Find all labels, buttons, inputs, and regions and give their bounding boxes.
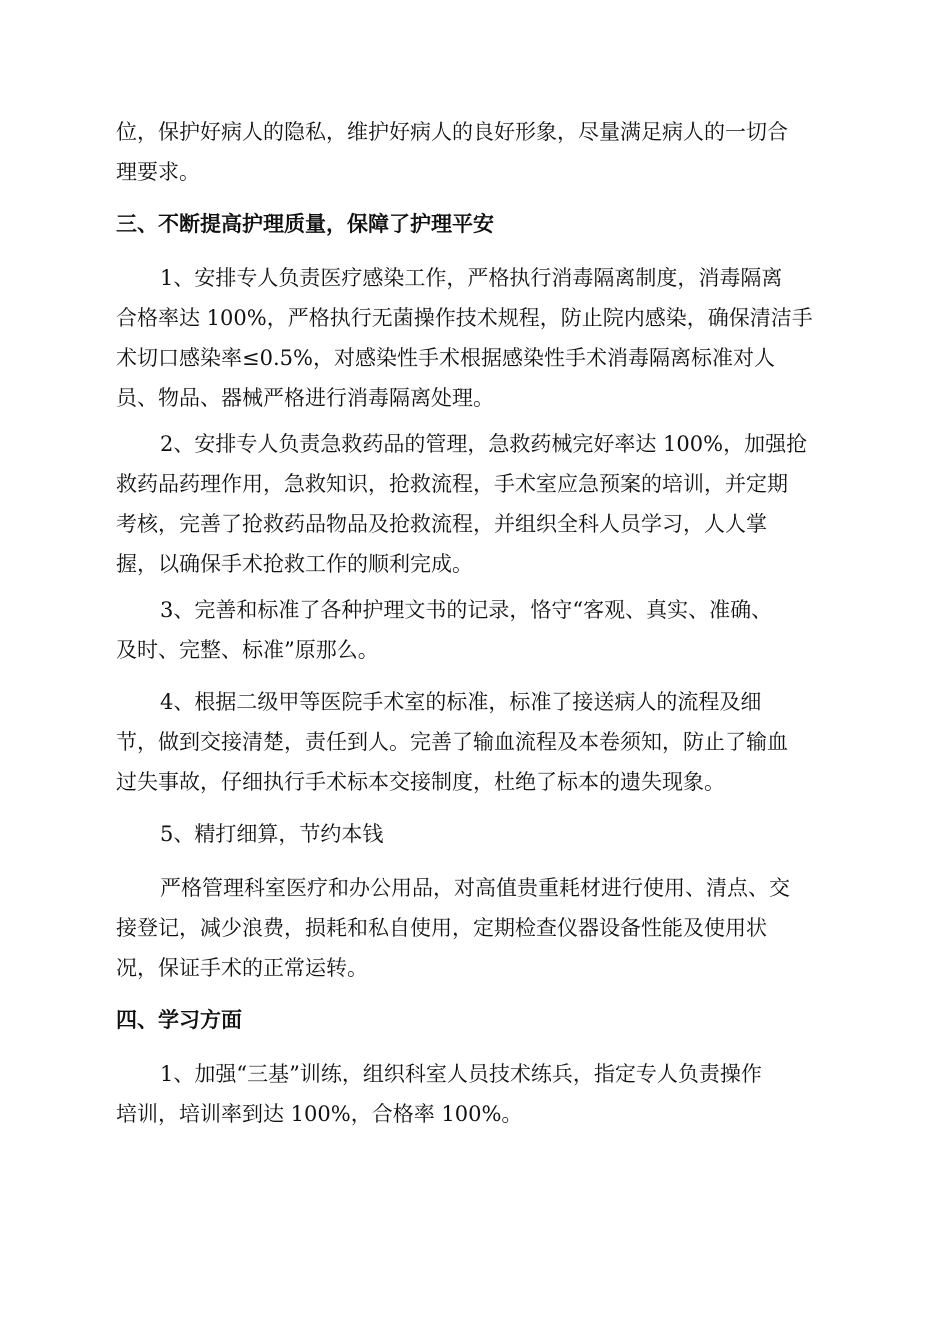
text-line: 况，保证手术的正常运转。 xyxy=(116,956,368,980)
text-line: 过失事故，仔细执行手术标本交接制度，杜绝了标本的遗失现象。 xyxy=(116,770,725,794)
text-line: 位，保护好病人的隐私，维护好病人的良好形象，尽量满足病人的一切合 xyxy=(116,120,788,144)
text-line: 培训，培训率到达 100%，合格率 100%。 xyxy=(116,1102,523,1126)
section-heading-4: 四、学习方面 xyxy=(116,1008,242,1032)
text-line: 1、安排专人负责医疗感染工作，严格执行消毒隔离制度，消毒隔离 xyxy=(160,266,783,290)
text-line: 合格率达 100%，严格执行无菌操作技术规程，防止院内感染，确保清洁手 xyxy=(116,306,813,330)
text-line: 严格管理科室医疗和办公用品，对高值贵重耗材进行使用、清点、交 xyxy=(160,876,790,900)
paragraph-item-1 xyxy=(116,258,836,418)
text-line: 握，以确保手术抢救工作的顺利完成。 xyxy=(116,552,473,576)
text-line: 理要求。 xyxy=(116,160,200,184)
text-line: 1、加强“三基”训练，组织科室人员技术练兵，指定专人负责操作 xyxy=(160,1062,762,1086)
text-line: 术切口感染率≤0.5%，对感染性手术根据感染性手术消毒隔离标准对人 xyxy=(116,346,775,370)
text-line: 考核，完善了抢救药品物品及抢救流程，并组织全科人员学习，人人掌 xyxy=(116,512,767,536)
text-line: 及时、完整、标准”原那么。 xyxy=(116,638,379,662)
paragraph-item-5 xyxy=(116,814,836,854)
text-line: 5、精打细算，节约本钱 xyxy=(160,822,384,846)
text-line: 接登记，减少浪费，损耗和私自使用，定期检查仪器设备性能及使用状 xyxy=(116,916,767,940)
paragraph-item-3 xyxy=(116,590,836,670)
paragraph-supplies xyxy=(116,868,836,988)
paragraph-privacy xyxy=(116,112,836,192)
paragraph-item-2 xyxy=(116,424,836,584)
text-line: 2、安排专人负责急救药品的管理，急救药械完好率达 100%，加强抢 xyxy=(160,432,808,456)
paragraph-item-4 xyxy=(116,682,836,802)
text-line: 4、根据二级甲等医院手术室的标准，标准了接送病人的流程及细 xyxy=(160,690,762,714)
text-line: 员、物品、器械严格进行消毒隔离处理。 xyxy=(116,386,494,410)
text-line: 救药品药理作用，急救知识，抢救流程，手术室应急预案的培训，并定期 xyxy=(116,472,788,496)
paragraph-learning-1 xyxy=(116,1054,836,1134)
section-heading-3: 三、不断提高护理质量，保障了护理平安 xyxy=(116,212,494,236)
text-line: 3、完善和标准了各种护理文书的记录，恪守“客观、真实、准确、 xyxy=(160,598,773,622)
text-line: 节，做到交接清楚，责任到人。完善了输血流程及本卷须知，防止了输血 xyxy=(116,730,788,754)
